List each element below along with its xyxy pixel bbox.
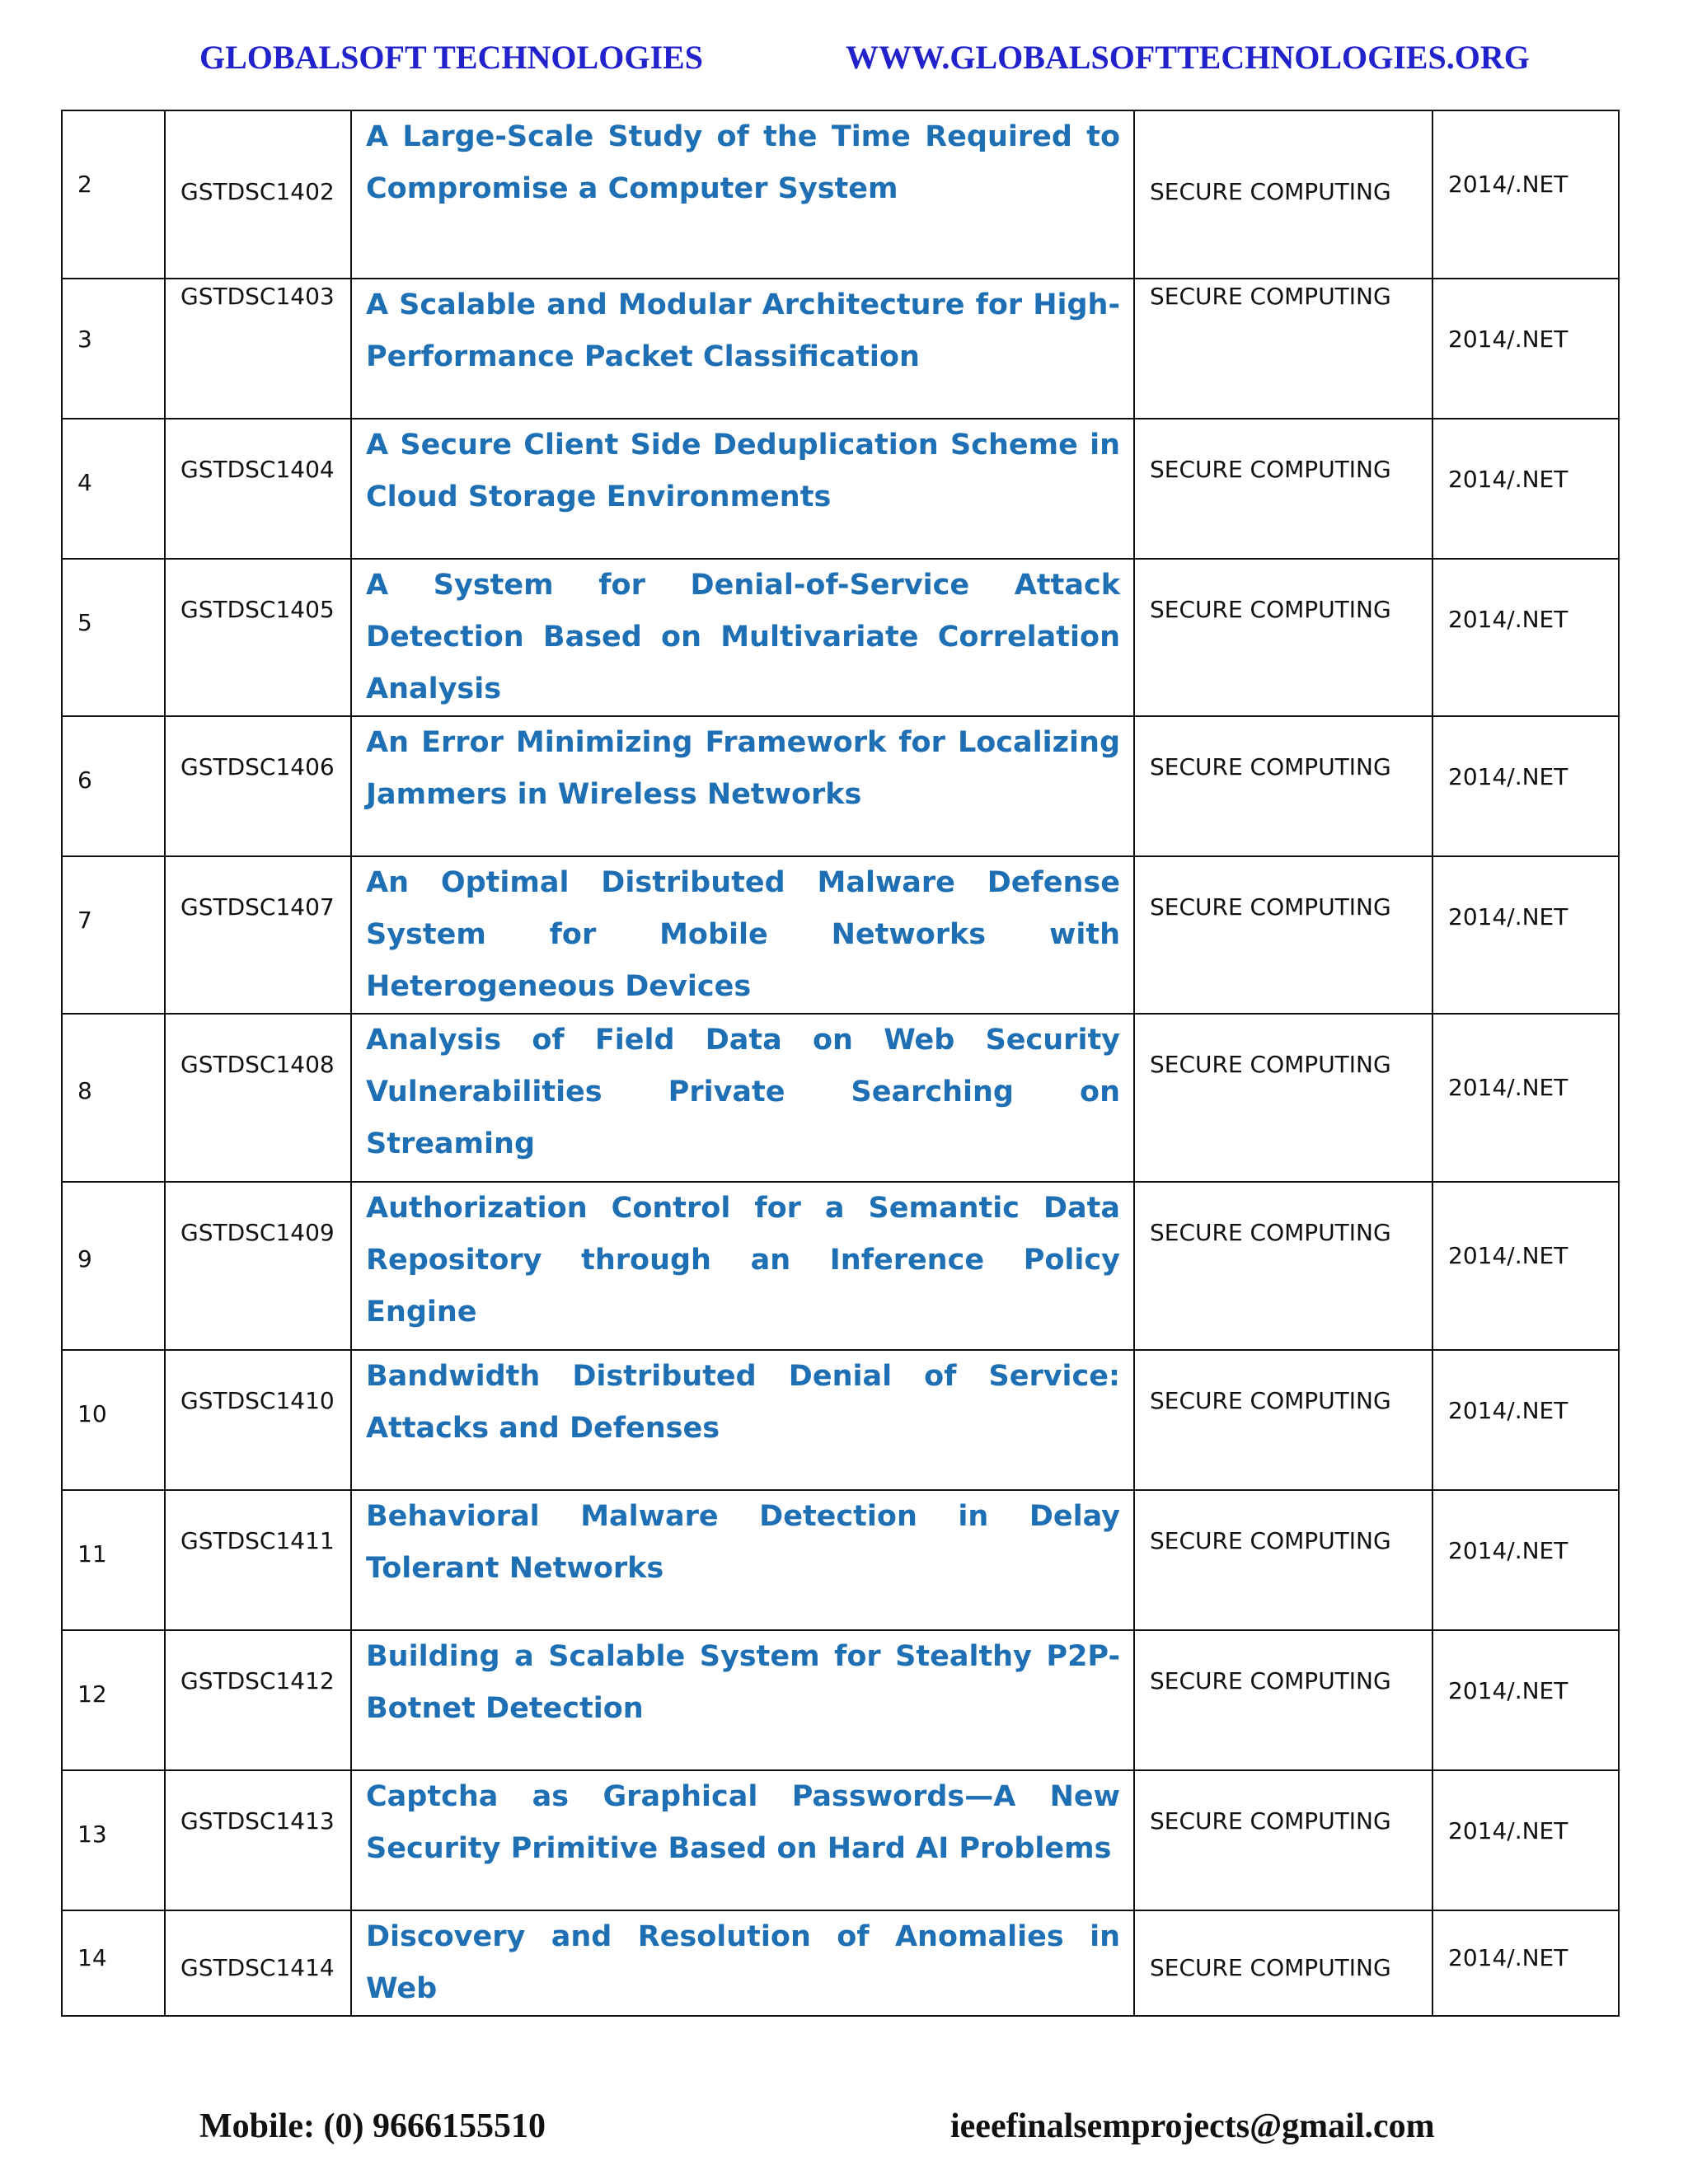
- projects-table: [61, 110, 1620, 2017]
- table-row: [62, 1014, 1619, 1182]
- category-cell: [1134, 1350, 1432, 1490]
- category-cell: [1134, 1182, 1432, 1350]
- table-row: [62, 1630, 1619, 1770]
- project-year: 2014/.NET: [1448, 903, 1568, 930]
- row-number: 10: [77, 1400, 107, 1427]
- row-number-cell: [62, 1770, 165, 1910]
- project-title[interactable]: Captcha as Graphical Passwords—A New Security Primitive Based on Hard AI Problems: [366, 1780, 1120, 1865]
- row-number: 14: [77, 1944, 107, 1971]
- project-code-cell: [165, 110, 351, 279]
- row-number: 6: [77, 766, 92, 794]
- project-year: 2014/.NET: [1448, 1537, 1568, 1564]
- row-number: 4: [77, 469, 92, 496]
- project-title[interactable]: A Scalable and Modular Architecture for High-Performance Packet Classification: [366, 288, 1120, 373]
- project-title-cell: [351, 856, 1134, 1014]
- project-title[interactable]: Bandwidth Distributed Denial of Service: Attacks and Defenses: [366, 1360, 1120, 1445]
- project-code: GSTDSC1406: [181, 753, 335, 780]
- project-code: GSTDSC1403: [181, 283, 335, 310]
- table-row: [62, 1350, 1619, 1490]
- project-year: 2014/.NET: [1448, 1242, 1568, 1269]
- project-code-cell: [165, 279, 351, 419]
- row-number: 7: [77, 907, 92, 934]
- category-cell: [1134, 559, 1432, 716]
- year-cell: [1432, 1182, 1619, 1350]
- table-row: [62, 716, 1619, 856]
- year-cell: [1432, 856, 1619, 1014]
- year-cell: [1432, 1910, 1619, 2016]
- project-code-cell: [165, 1770, 351, 1910]
- project-title-cell: [351, 1490, 1134, 1630]
- contact-email[interactable]: ieeefinalsemprojects@gmail.com: [950, 2107, 1435, 2145]
- project-code: GSTDSC1410: [181, 1387, 335, 1414]
- row-number-cell: [62, 1014, 165, 1182]
- project-title-cell: [351, 110, 1134, 279]
- row-number: 2: [77, 171, 92, 198]
- project-category: SECURE COMPUTING: [1150, 1387, 1391, 1414]
- project-code-cell: [165, 716, 351, 856]
- table-row: [62, 419, 1619, 559]
- row-number: 12: [77, 1680, 107, 1708]
- table-row: [62, 279, 1619, 419]
- project-code-cell: [165, 1350, 351, 1490]
- table-row: [62, 856, 1619, 1014]
- category-cell: [1134, 1490, 1432, 1630]
- project-category: SECURE COMPUTING: [1150, 1807, 1391, 1835]
- year-cell: [1432, 1490, 1619, 1630]
- category-cell: [1134, 716, 1432, 856]
- project-title[interactable]: Analysis of Field Data on Web Security Vulnerabilities Private Searching on Streaming: [366, 1024, 1120, 1160]
- project-year: 2014/.NET: [1448, 606, 1568, 633]
- row-number-cell: [62, 1910, 165, 2016]
- project-code-cell: [165, 1182, 351, 1350]
- category-cell: [1134, 1770, 1432, 1910]
- table-row: [62, 559, 1619, 716]
- project-category: SECURE COMPUTING: [1150, 1954, 1391, 1981]
- row-number: 8: [77, 1077, 92, 1104]
- row-number: 11: [77, 1540, 107, 1568]
- project-title[interactable]: A Secure Client Side Deduplication Scheme in Cloud Storage Environments: [366, 429, 1120, 513]
- project-code-cell: [165, 559, 351, 716]
- project-category: SECURE COMPUTING: [1150, 753, 1391, 780]
- project-code: GSTDSC1402: [181, 178, 335, 205]
- project-year: 2014/.NET: [1448, 1397, 1568, 1424]
- year-cell: [1432, 110, 1619, 279]
- row-number-cell: [62, 1350, 165, 1490]
- project-code-cell: [165, 1630, 351, 1770]
- project-category: SECURE COMPUTING: [1150, 596, 1391, 623]
- project-year: 2014/.NET: [1448, 1817, 1568, 1844]
- category-cell: [1134, 1014, 1432, 1182]
- row-number-cell: [62, 110, 165, 279]
- year-cell: [1432, 559, 1619, 716]
- project-code-cell: [165, 1014, 351, 1182]
- row-number: 9: [77, 1245, 92, 1272]
- project-title-cell: [351, 419, 1134, 559]
- project-code: GSTDSC1411: [181, 1527, 335, 1554]
- year-cell: [1432, 1014, 1619, 1182]
- project-title[interactable]: Authorization Control for a Semantic Data Repository through an Inference Policy Engine: [366, 1192, 1120, 1329]
- project-title-cell: [351, 1350, 1134, 1490]
- project-category: SECURE COMPUTING: [1150, 283, 1391, 310]
- project-code-cell: [165, 419, 351, 559]
- year-cell: [1432, 716, 1619, 856]
- category-cell: [1134, 856, 1432, 1014]
- page-header: [0, 38, 1688, 79]
- row-number-cell: [62, 419, 165, 559]
- project-title-cell: [351, 1014, 1134, 1182]
- table-row: [62, 110, 1619, 279]
- project-title[interactable]: A System for Denial-of-Service Attack Detection Based on Multivariate Correlation Analysis: [366, 569, 1120, 705]
- project-code: GSTDSC1413: [181, 1807, 335, 1835]
- project-year: 2014/.NET: [1448, 326, 1568, 353]
- project-category: SECURE COMPUTING: [1150, 893, 1391, 921]
- project-title-cell: [351, 279, 1134, 419]
- project-year: 2014/.NET: [1448, 1677, 1568, 1704]
- project-code: GSTDSC1404: [181, 456, 335, 483]
- project-category: SECURE COMPUTING: [1150, 1667, 1391, 1694]
- row-number-cell: [62, 1490, 165, 1630]
- project-category: SECURE COMPUTING: [1150, 1219, 1391, 1246]
- category-cell: [1134, 419, 1432, 559]
- project-code: GSTDSC1409: [181, 1219, 335, 1246]
- project-year: 2014/.NET: [1448, 1944, 1568, 1971]
- project-code: GSTDSC1408: [181, 1051, 335, 1078]
- project-year: 2014/.NET: [1448, 1074, 1568, 1101]
- row-number-cell: [62, 716, 165, 856]
- row-number-cell: [62, 1182, 165, 1350]
- project-title[interactable]: Behavioral Malware Detection in Delay Tolerant Networks: [366, 1500, 1120, 1585]
- row-number-cell: [62, 559, 165, 716]
- project-title[interactable]: Building a Scalable System for Stealthy P2P-Botnet Detection: [366, 1640, 1120, 1725]
- year-cell: [1432, 1770, 1619, 1910]
- contact-mobile: Mobile: (0) 9666155510: [199, 2107, 546, 2145]
- year-cell: [1432, 1350, 1619, 1490]
- category-cell: [1134, 110, 1432, 279]
- project-code: GSTDSC1412: [181, 1667, 335, 1694]
- project-title-cell: [351, 1182, 1134, 1350]
- category-cell: [1134, 279, 1432, 419]
- table-row: [62, 1182, 1619, 1350]
- project-code: GSTDSC1414: [181, 1954, 335, 1981]
- row-number: 3: [77, 326, 92, 353]
- project-title-cell: [351, 1910, 1134, 2016]
- project-title-cell: [351, 716, 1134, 856]
- company-name: GLOBALSOFT TECHNOLOGIES: [199, 39, 703, 76]
- project-category: SECURE COMPUTING: [1150, 1051, 1391, 1078]
- year-cell: [1432, 1630, 1619, 1770]
- table-row: [62, 1910, 1619, 2016]
- project-title-cell: [351, 559, 1134, 716]
- company-website[interactable]: WWW.GLOBALSOFTTECHNOLOGIES.ORG: [846, 39, 1530, 76]
- row-number: 5: [77, 609, 92, 636]
- project-year: 2014/.NET: [1448, 763, 1568, 790]
- row-number-cell: [62, 856, 165, 1014]
- project-category: SECURE COMPUTING: [1150, 178, 1391, 205]
- year-cell: [1432, 279, 1619, 419]
- project-code-cell: [165, 856, 351, 1014]
- year-cell: [1432, 419, 1619, 559]
- project-title[interactable]: An Error Minimizing Framework for Localizing Jammers in Wireless Networks: [366, 726, 1120, 811]
- project-title-cell: [351, 1630, 1134, 1770]
- project-title[interactable]: An Optimal Distributed Malware Defense System for Mobile Networks with Heterogeneous Devices: [366, 866, 1120, 1003]
- project-title-cell: [351, 1770, 1134, 1910]
- project-code-cell: [165, 1910, 351, 2016]
- project-code: GSTDSC1405: [181, 596, 335, 623]
- project-year: 2014/.NET: [1448, 171, 1568, 198]
- category-cell: [1134, 1630, 1432, 1770]
- project-category: SECURE COMPUTING: [1150, 1527, 1391, 1554]
- row-number-cell: [62, 1630, 165, 1770]
- project-code-cell: [165, 1490, 351, 1630]
- category-cell: [1134, 1910, 1432, 2016]
- project-title[interactable]: Discovery and Resolution of Anomalies in Web: [366, 1920, 1120, 2005]
- project-category: SECURE COMPUTING: [1150, 456, 1391, 483]
- row-number-cell: [62, 279, 165, 419]
- table-row: [62, 1770, 1619, 1910]
- table-row: [62, 1490, 1619, 1630]
- row-number: 13: [77, 1821, 107, 1848]
- project-code: GSTDSC1407: [181, 893, 335, 921]
- project-title[interactable]: A Large-Scale Study of the Time Required to Compromise a Computer System: [366, 120, 1120, 205]
- project-year: 2014/.NET: [1448, 466, 1568, 493]
